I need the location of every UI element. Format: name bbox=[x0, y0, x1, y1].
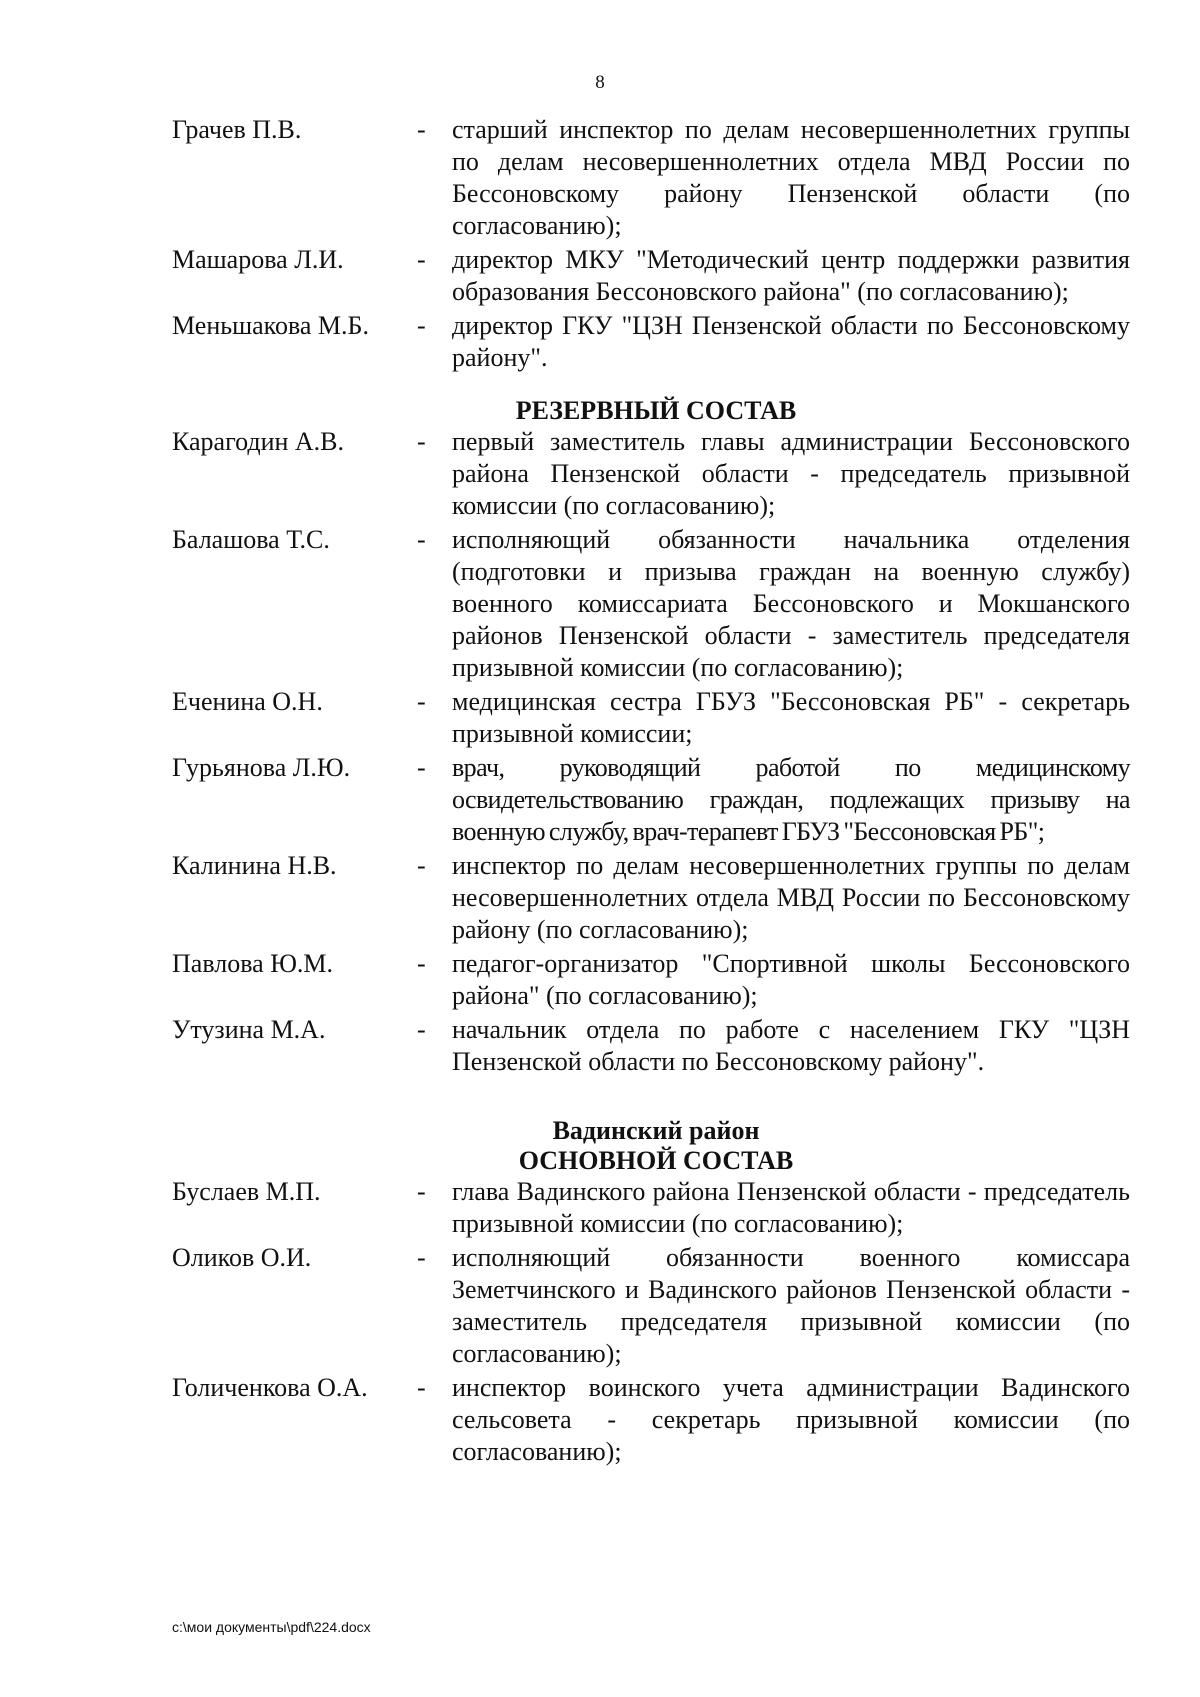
member-name: Еченина О.Н. bbox=[172, 687, 323, 716]
separator-dash: - bbox=[417, 949, 426, 978]
separator-dash: - bbox=[417, 1243, 426, 1272]
member-entry bbox=[172, 426, 1130, 522]
member-position: исполняющий обязанности военного комиссара Земетчинского и Вадинского районов Пензенской области - заместитель председателя призывной комиссии (по согласованию); bbox=[452, 1243, 1130, 1368]
separator-dash: - bbox=[417, 311, 426, 340]
member-name: Машарова Л.И. bbox=[172, 245, 344, 274]
member-position: медицинская сестра ГБУЗ "Бессоновская РБ" - секретарь призывной комиссии; bbox=[452, 687, 1130, 748]
member-entry bbox=[172, 686, 1130, 750]
member-name: Гурьянова Л.Ю. bbox=[172, 753, 351, 782]
file-path-footer: c:\мои документы\pdf\224.docx bbox=[172, 1619, 371, 1635]
member-position: старший инспектор по делам несовершеннолетних группы по делам несовершеннолетних отдела МВД России по Бессоновскому району Пензенской области (по согласованию); bbox=[452, 115, 1130, 240]
member-name: Утузина М.А. bbox=[172, 1015, 326, 1044]
member-position: инспектор воинского учета администрации Вадинского сельсовета - секретарь призывной комиссии (по согласованию); bbox=[452, 1373, 1130, 1466]
member-position: директор ГКУ "ЦЗН Пензенской области по Бессоновскому району". bbox=[452, 311, 1130, 372]
member-name: Грачев П.В. bbox=[172, 115, 302, 144]
separator-dash: - bbox=[417, 245, 426, 274]
member-name: Карагодин А.В. bbox=[172, 427, 345, 456]
member-entry bbox=[172, 1242, 1130, 1370]
member-entry bbox=[172, 948, 1130, 1012]
member-position: врач, руководящий работой по медицинскому освидетельствованию граждан, подлежащих призыву на военную службу, врач-терапевт ГБУЗ "Бессоновская РБ"; bbox=[452, 753, 1130, 846]
member-entry bbox=[172, 524, 1130, 684]
member-name: Калинина Н.В. bbox=[172, 851, 337, 880]
member-entry bbox=[172, 752, 1130, 848]
reserve-heading: РЕЗЕРВНЫЙ СОСТАВ bbox=[515, 396, 797, 425]
member-position: исполняющий обязанности начальника отделения (подготовки и призыва граждан на военную службу) военного комиссариата Бессоновского и Мокшанского районов Пензенской области - заместитель председателя призывной комиссии (по согласованию); bbox=[452, 525, 1130, 682]
member-entry bbox=[172, 850, 1130, 946]
separator-dash: - bbox=[417, 115, 426, 144]
separator-dash: - bbox=[417, 1015, 426, 1044]
district-heading: Вадинский район bbox=[552, 1116, 760, 1145]
member-position: глава Вадинского района Пензенской области - председатель призывной комиссии (по согласованию); bbox=[452, 1177, 1130, 1238]
separator-dash: - bbox=[417, 687, 426, 716]
member-name: Балашова Т.С. bbox=[172, 525, 330, 554]
document-body bbox=[172, 114, 1130, 1470]
member-entry bbox=[172, 1372, 1130, 1468]
separator-dash: - bbox=[417, 851, 426, 880]
member-name: Буслаев М.П. bbox=[172, 1177, 321, 1206]
member-entry bbox=[172, 114, 1130, 242]
separator-dash: - bbox=[417, 525, 426, 554]
separator-dash: - bbox=[417, 427, 426, 456]
member-position: первый заместитель главы администрации Бессоновского района Пензенской области - председатель призывной комиссии (по согласованию); bbox=[452, 427, 1130, 520]
member-entry bbox=[172, 244, 1130, 308]
member-entry bbox=[172, 1176, 1130, 1240]
member-name: Оликов О.И. bbox=[172, 1243, 312, 1272]
member-position: инспектор по делам несовершеннолетних группы по делам несовершеннолетних отдела МВД России по Бессоновскому району (по согласованию); bbox=[452, 851, 1130, 944]
member-entry bbox=[172, 310, 1130, 374]
member-position: педагог-организатор "Спортивной школы Бессоновского района" (по согласованию); bbox=[452, 949, 1130, 1010]
separator-dash: - bbox=[417, 1177, 426, 1206]
separator-dash: - bbox=[417, 1373, 426, 1402]
page-number: 8 bbox=[595, 72, 605, 93]
member-entry bbox=[172, 1014, 1130, 1078]
member-position: директор МКУ "Методический центр поддержки развития образования Бессоновского района" (по согласованию); bbox=[452, 245, 1130, 306]
member-name: Меньшакова М.Б. bbox=[172, 311, 369, 340]
main-composition-heading: ОСНОВНОЙ СОСТАВ bbox=[518, 1146, 794, 1175]
member-position: начальник отдела по работе с населением ГКУ "ЦЗН Пензенской области по Бессоновскому району". bbox=[452, 1015, 1130, 1076]
separator-dash: - bbox=[417, 753, 426, 782]
member-name: Голиченкова О.А. bbox=[172, 1373, 368, 1402]
member-name: Павлова Ю.М. bbox=[172, 949, 334, 978]
